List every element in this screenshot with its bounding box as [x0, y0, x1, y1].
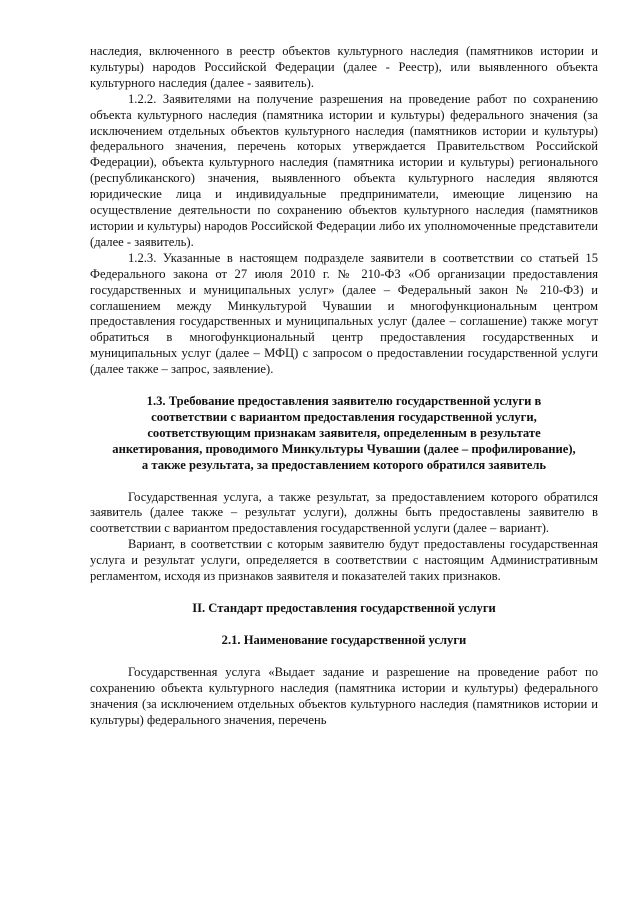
paragraph-intro: наследия, включенного в реестр объектов культурного наследия (памятников истории и культуры) народов Российской Федерации (далее - Реестр), или выявленного объекта культурного наследия (далее - заявитель).: [90, 44, 598, 90]
heading-1-3: 1.3. Требование предоставления заявителю государственной услуги в соответствии с вариантом предоставления государственной услуги, соответствующим признакам заявителя, определенным в результате анкетирования, проводимого Минкультуры Чувашии (далее – профилирование), а также результата, за предоставлением которого обратился заявитель: [112, 394, 576, 472]
paragraph-1-2-3: 1.2.3. Указанные в настоящем подразделе заявители в соответствии со статьей 15 Федерального закона от 27 июля 2010 г. № 210-ФЗ «Об организации предоставления государственных и муниципальных услуг» (далее – Федеральный закон № 210-ФЗ) и соглашением между Минкультурой Чувашии и многофункциональным центром предоставления государственных и муниципальных услуг (далее – соглашение) также могут обратиться в многофункциональный центр предоставления государственных и муниципальных услуг (далее – МФЦ) с запросом о предоставлении государственной услуги (далее также – запрос, заявление).: [90, 250, 598, 377]
heading-2-1: 2.1. Наименование государственной услуги: [221, 632, 467, 647]
heading-section-II: II. Стандарт предоставления государственной услуги: [192, 601, 496, 615]
paragraph-result: Государственная услуга, а также результат, за предоставлением которого обратился заявитель (далее также – результат услуги), должны быть предоставлены заявителю в соответствии с вариантом предоставления государственной услуги (далее – вариант).: [90, 489, 598, 536]
document-page: [90, 44, 598, 728]
paragraph-service-name: Государственная услуга «Выдает задание и разрешение на проведение работ по сохранению объекта культурного наследия (памятника истории и культуры) федерального значения (за исключением отдельных объектов культурного наследия (памятников истории и культуры) федерального значения, перечень: [90, 664, 598, 727]
paragraph-variant: Вариант, в соответствии с которым заявителю будут предоставлены государственная услуга и результат услуги, определяется в соответствии с настоящим Административным регламентом, исходя из признаков заявителя и показателей таких признаков.: [90, 537, 598, 584]
paragraph-1-2-2: 1.2.2. Заявителями на получение разрешения на проведение работ по сохранению объекта культурного наследия (памятника истории и культуры) федерального значения (за исключением отдельных объектов культурного наследия (памятников истории и культуры) федерального значения, перечень которых утверждается Правительством Российской Федерации), объекта культурного наследия (памятника истории и культуры) регионального (республиканского) значения, выявленного объекта культурного наследия являются юридические лица и индивидуальные предприниматели, имеющие лицензию на осуществление деятельности по сохранению объектов культурного наследия (памятников истории и культуры) народов Российской Федерации либо их уполномоченные представители (далее - заявитель).: [90, 91, 598, 249]
